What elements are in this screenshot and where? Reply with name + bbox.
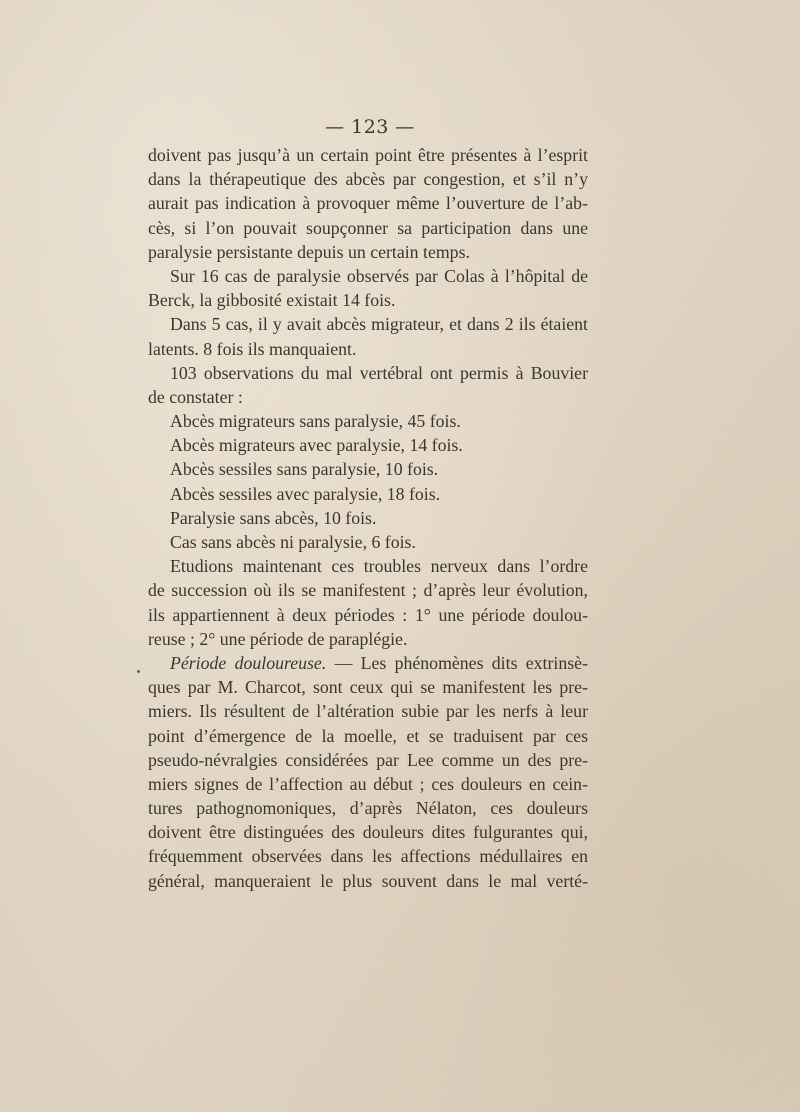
body-text	[148, 143, 588, 893]
text-line: paralysie persistante depuis un certain temps.	[148, 241, 470, 262]
text-line: miers. Ils résultent de l’altération subie par les nerfs à leur	[148, 701, 588, 722]
text-line: Abcès migrateurs sans paralysie, 45 fois.	[170, 411, 461, 432]
text-line: de constater :	[148, 386, 243, 407]
text-line: Cas sans abcès ni paralysie, 6 fois.	[170, 532, 416, 552]
text-line-rest: — Les phénomènes dits extrinsè-	[326, 652, 588, 673]
section-heading: Période douloureuse.	[170, 652, 327, 673]
text-line: dans la thérapeutique des abcès par congestion, et s’il n’y	[148, 169, 588, 190]
text-line: miers signes de l’affection au début ; ces douleurs en cein-	[148, 773, 588, 794]
text-line: reuse ; 2° une période de paraplégie.	[148, 628, 408, 649]
text-line: pseudo-névralgies considérées par Lee comme un des pre-	[148, 749, 588, 770]
text-line: tures pathognomoniques, d’après Nélaton, ces douleurs	[148, 798, 588, 819]
text-line: latents. 8 fois ils manquaient.	[148, 338, 357, 359]
text-line: point d’émergence de la moelle, et se traduisent par ces	[148, 725, 588, 746]
text-line: Dans 5 cas, il y avait abcès migrateur, et dans 2 ils étaient	[170, 314, 588, 335]
text-line: général, manqueraient le plus souvent dans le mal verté-	[148, 870, 588, 891]
text-line: Berck, la gibbosité existait 14 fois.	[148, 290, 396, 311]
page-number: — 123 —	[325, 116, 415, 138]
text-line: ques par M. Charcot, sont ceux qui se manifestent les pre-	[148, 677, 588, 698]
text-line: Sur 16 cas de paralysie observés par Colas à l’hôpital de	[170, 265, 588, 286]
text-line: fréquemment observées dans les affections médullaires en	[148, 846, 588, 867]
text-line: doivent être distinguées des douleurs dites fulgurantes qui,	[148, 822, 588, 843]
text-line: ils appartiennent à deux périodes : 1° une période doulou-	[148, 604, 588, 625]
text-line: Etudions maintenant ces troubles nerveux dans l’ordre	[170, 556, 588, 577]
text-line: de succession où ils se manifestent ; d’après leur évolution,	[148, 580, 588, 601]
text-line: 103 observations du mal vertébral ont permis à Bouvier	[170, 362, 588, 383]
text-line: doivent pas jusqu’à un certain point être présentes à l’esprit	[148, 145, 588, 165]
text-line: Paralysie sans abcès, 10 fois.	[170, 507, 377, 528]
text-line: aurait pas indication à provoquer même l’ouverture de l’ab-	[148, 193, 588, 214]
text-line: Abcès sessiles avec paralysie, 18 fois.	[170, 483, 441, 504]
text-line: cès, si l’on pouvait soupçonner sa participation dans une	[148, 217, 588, 238]
paper-speck	[137, 670, 140, 673]
text-line	[148, 651, 588, 675]
text-line: Abcès sessiles sans paralysie, 10 fois.	[170, 459, 439, 480]
text-line: Abcès migrateurs avec paralysie, 14 fois.	[170, 435, 463, 456]
